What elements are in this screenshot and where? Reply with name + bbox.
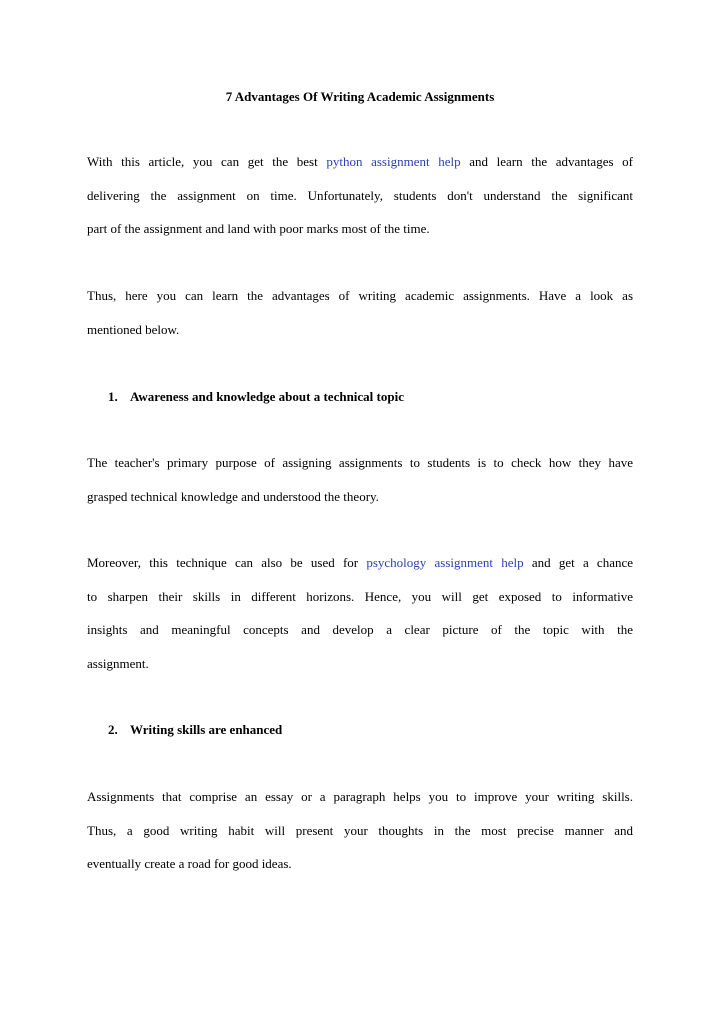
s1p2-line-1 (87, 546, 633, 580)
section-1-heading (108, 389, 404, 405)
s2p1-line-2: Thus, a good writing habit will present your thoughts in the most precise manner and (87, 822, 633, 838)
section-1-number: 1. (108, 389, 118, 404)
section-2-heading-text: Writing skills are enhanced (130, 722, 283, 737)
intro-line-3: part of the assignment and land with poor marks most of the time. (87, 221, 430, 236)
intro-paragraph (87, 145, 633, 246)
document-title: 7 Advantages Of Writing Academic Assignments (225, 89, 495, 104)
section-1-paragraph-2 (87, 546, 633, 680)
section-1-paragraph-1 (87, 446, 633, 513)
intro-text-end: and learn the advantages of (469, 154, 633, 169)
intro2-paragraph (87, 279, 633, 346)
s1p1-line-2: grasped technical knowledge and understood the theory. (87, 488, 379, 504)
s1p2-text-start: Moreover, this technique can also be used for (87, 555, 359, 570)
s2p1-line-1: Assignments that comprise an essay or a paragraph helps you to improve your writing skills. (87, 789, 633, 804)
s1p2-line-2: to sharpen their skills in different horizons. Hence, you will get exposed to informative (87, 588, 633, 604)
s1p1-line-1: The teacher's primary purpose of assigning assignments to students is to check how they have (87, 455, 633, 470)
intro-text-start: With this article, you can get the best (87, 154, 318, 169)
section-2-heading (108, 722, 282, 738)
intro-line-2: delivering the assignment on time. Unfortunately, students don't understand the significant (87, 187, 633, 203)
psychology-assignment-help-link[interactable]: psychology assignment help (366, 555, 524, 570)
section-2-paragraph-1 (87, 780, 633, 881)
s1p2-line-3: insights and meaningful concepts and develop a clear picture of the topic with the (87, 622, 633, 637)
s1p2-text-end: and get a chance (531, 555, 634, 570)
intro2-line-1: Thus, here you can learn the advantages of writing academic assignments. Have a look as (87, 288, 633, 303)
section-2-number: 2. (108, 722, 118, 737)
section-1-heading-text: Awareness and knowledge about a technical topic (130, 389, 404, 404)
s2p1-line-3: eventually create a road for good ideas. (87, 856, 292, 871)
intro2-line-2: mentioned below. (87, 321, 180, 337)
intro-line-1 (87, 145, 633, 179)
python-assignment-help-link[interactable]: python assignment help (326, 154, 461, 169)
s1p2-line-4: assignment. (87, 655, 149, 671)
